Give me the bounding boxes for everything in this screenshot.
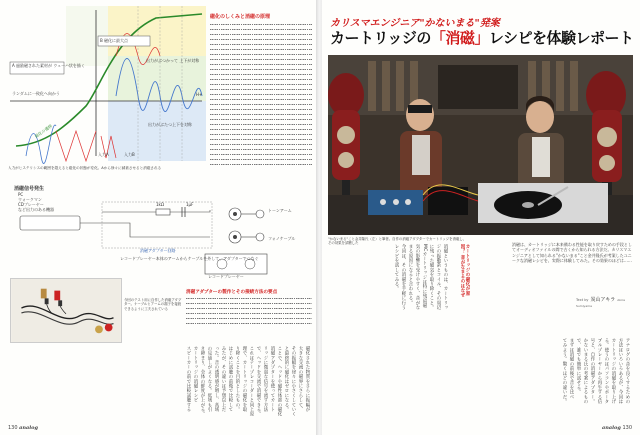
article-lead: 消磁は、カートリッジに本来備わる性能を取り戻すための手段としてオーディオファイルの間で古くから知られる方法だ。カリスマエンジニアとして知られる"かないまる"こと金井隆氏が考案したユニークな消磁レシピを、実際に体験してみた。その効果のほどは……: [512, 242, 632, 264]
vertical-column: った。音の透明感が増し、高域: [214, 346, 219, 412]
right-magazine-name: analog: [602, 425, 621, 431]
vertical-column: 磁化された物質をさらに振幅が: [305, 346, 310, 412]
byline-name: 炭山アキラ: [590, 297, 616, 303]
left-vertical-text: [8, 346, 310, 426]
graph-label-low: 出力がぶたつ上下を対称: [148, 122, 192, 127]
label-arm: トーンアーム: [268, 208, 292, 213]
vertical-column: スピーカーの前で比較試聴する: [186, 346, 191, 412]
label-capacitor: 1μF: [186, 202, 194, 207]
headline-post: レシピを体験レポート: [488, 29, 634, 47]
vertical-column: 今回は、その消磁を手軽に行う: [401, 244, 406, 310]
sidebar-title: 磁化のしくみと消磁の原理: [210, 14, 271, 20]
sidebar-text: [210, 14, 312, 167]
hero-caption: "かないまる"こと金井隆氏（左）と筆者。自作の消磁アダプターでカートリッジを消磁し、その効果を試聴した: [328, 237, 467, 246]
vertical-column: 大きな交流の磁界にさらして、: [298, 346, 303, 412]
turntable: [478, 183, 608, 223]
adapter-note-body: [186, 296, 312, 326]
red-vertical-heading: [452, 244, 470, 300]
vertical-column: と最終的に磁化はゼロになる。: [284, 346, 289, 412]
hysteresis-svg: [6, 6, 206, 171]
vertical-column: き締まり、全体の鮮度が上がる。: [200, 346, 205, 417]
vertical-column: ブルプレーヤーから再生する信: [597, 338, 602, 404]
vertical-column: る。使うのはパソコンやポータ: [604, 338, 609, 404]
vertical-column: 気の影響を受けやすく、音がな: [415, 244, 420, 310]
red-heading-text: カートリッジの磁化が原因？ 音がなまるのはなぜ: [460, 244, 470, 298]
right-page: [322, 0, 640, 435]
right-vertical-text-b: [328, 338, 630, 430]
hero-photo-svg: [328, 55, 633, 235]
vertical-column: 方法はいろいろあるが、今回は: [618, 338, 623, 404]
graph-label-bias: ランダムに一致化へ向かう: [12, 91, 60, 96]
left-page: [0, 0, 318, 435]
vertical-column: カートリッジの消磁レシピ: [193, 346, 198, 403]
vertical-column: で、誰でも簡単に試せる。: [576, 338, 581, 395]
band-blue: [108, 101, 206, 161]
circuit-diagram: [10, 182, 310, 277]
vertical-column: り除くことを目的としたもの。: [235, 346, 240, 412]
right-vertical-text-a: [328, 244, 448, 336]
hysteresis-graph: [6, 6, 206, 171]
vertical-column: ことで、ヘッドや磁性体部の磁化: [277, 346, 282, 417]
signal-sub3: CDプレーヤー: [18, 202, 44, 207]
vertical-column: で、ヘッドを交流で消磁できる。: [256, 346, 261, 417]
vertical-column: まる原因になると言われる。: [408, 244, 413, 306]
hero-photo: [328, 55, 633, 235]
vertical-column: てみよう。驚くほどの違いだ。: [562, 338, 567, 404]
plug-red: [54, 291, 60, 301]
adapter-note: [186, 290, 312, 326]
vertical-column: アナログの音を良くするための: [625, 338, 630, 404]
vertical-column: その振幅を徐々に小さくしていく: [291, 346, 296, 417]
adapter-device: [368, 187, 468, 215]
plug-gold: [41, 289, 47, 299]
signal-sub1: PC: [18, 192, 24, 197]
graph-caption: 入力がヒステリシスの範囲を超えると磁化の状態が変化。Aから徐々に減衰させると消磁される: [8, 166, 162, 170]
left-magazine-name: analog: [19, 425, 38, 431]
byline-en: Akira Sumiyama: [576, 298, 625, 308]
graph-label-b: B 磁化に最大点: [100, 38, 129, 43]
graph-label-x1: 入力A: [98, 152, 109, 157]
vertical-column: 消磁アダプターを使ってカート: [270, 346, 275, 412]
label-player: レコードプレーヤー: [208, 274, 244, 279]
label-adapter: 消磁アダプター回路: [140, 248, 176, 253]
vertical-column: カートリッジの消磁を取り上げ: [611, 338, 616, 404]
vertical-column: レシピを試してみる。: [394, 244, 399, 291]
vertical-column: みたが、その違いは予想以上だ: [221, 346, 226, 412]
vertical-column: これはテープレコーダーと同じ原: [249, 346, 254, 417]
graph-label-axis: 磁化の遷移: [33, 123, 53, 139]
vertical-column: はじめに試聴の前後で比較して: [228, 346, 233, 412]
cable-photo: [10, 278, 122, 343]
graph-label-h1: H+: [196, 92, 203, 97]
right-page-num: 130: [622, 425, 632, 431]
headline-pre: カートリッジの: [330, 29, 431, 47]
sidebar-body: [210, 22, 312, 167]
vertical-column: に残った磁気を取り除くこと。: [429, 244, 434, 310]
article-headline: [330, 27, 635, 48]
vertical-column: MCカートリッジは特に残留磁: [422, 244, 427, 308]
byline: [576, 296, 640, 309]
vertical-column: 号と、自作の消磁アダプター。: [590, 338, 595, 404]
vertical-column: まずは消磁の前後で音を比べ: [569, 338, 574, 400]
adapter-note-title: 消磁アダプターの製作とその接続方法の要点: [186, 290, 278, 295]
vertical-column: の見通しがよくなる。低域も引: [207, 346, 212, 412]
vertical-column: ジの振動系とコイル、その周辺: [436, 244, 441, 310]
vertical-column: リッジに微弱な信号を流す方法: [263, 346, 268, 412]
right-page-number: [602, 425, 632, 431]
circuit-svg: [10, 182, 310, 277]
graph-label-high: 出力がぶつかって 上下が対称: [146, 58, 200, 63]
signal-sub2: ウォークマン: [18, 197, 42, 202]
signal-sub4: など出力のある機器: [18, 207, 54, 212]
cable-photo-svg: [11, 279, 121, 342]
signal-title: 消磁信号発生: [14, 186, 45, 192]
left-page-num: 130: [8, 425, 18, 431]
left-page-number: [8, 425, 38, 431]
circuit-note: レコードプレーヤー本体のアームからケーブルを外して、アダプターでつなぐ: [120, 256, 259, 261]
label-resistor: 1kΩ: [156, 202, 164, 207]
headline-highlight: 「消磁」: [430, 29, 489, 47]
article-kicker: カリスマエンジニア"かないまる"発案: [330, 18, 500, 29]
graph-label-a: A 過励磁された素材が ウェーハ状を描く: [12, 63, 85, 68]
byline-label: Text by: [576, 298, 589, 302]
photo-caption-left: 今回のテスト用に自作した消磁アダプター。ケーブルとアームの端子を接続できるように工夫されている: [124, 298, 182, 311]
vertical-column: 理で、カートリッジの磁化を取: [242, 346, 247, 412]
vertical-column: 消磁というものは、カートリッ: [443, 244, 448, 310]
graph-label-x2: 入力B: [124, 152, 135, 157]
label-phono: フォノケーブル: [268, 236, 296, 241]
vertical-column: かないまる氏の考案によるもの: [583, 338, 588, 404]
